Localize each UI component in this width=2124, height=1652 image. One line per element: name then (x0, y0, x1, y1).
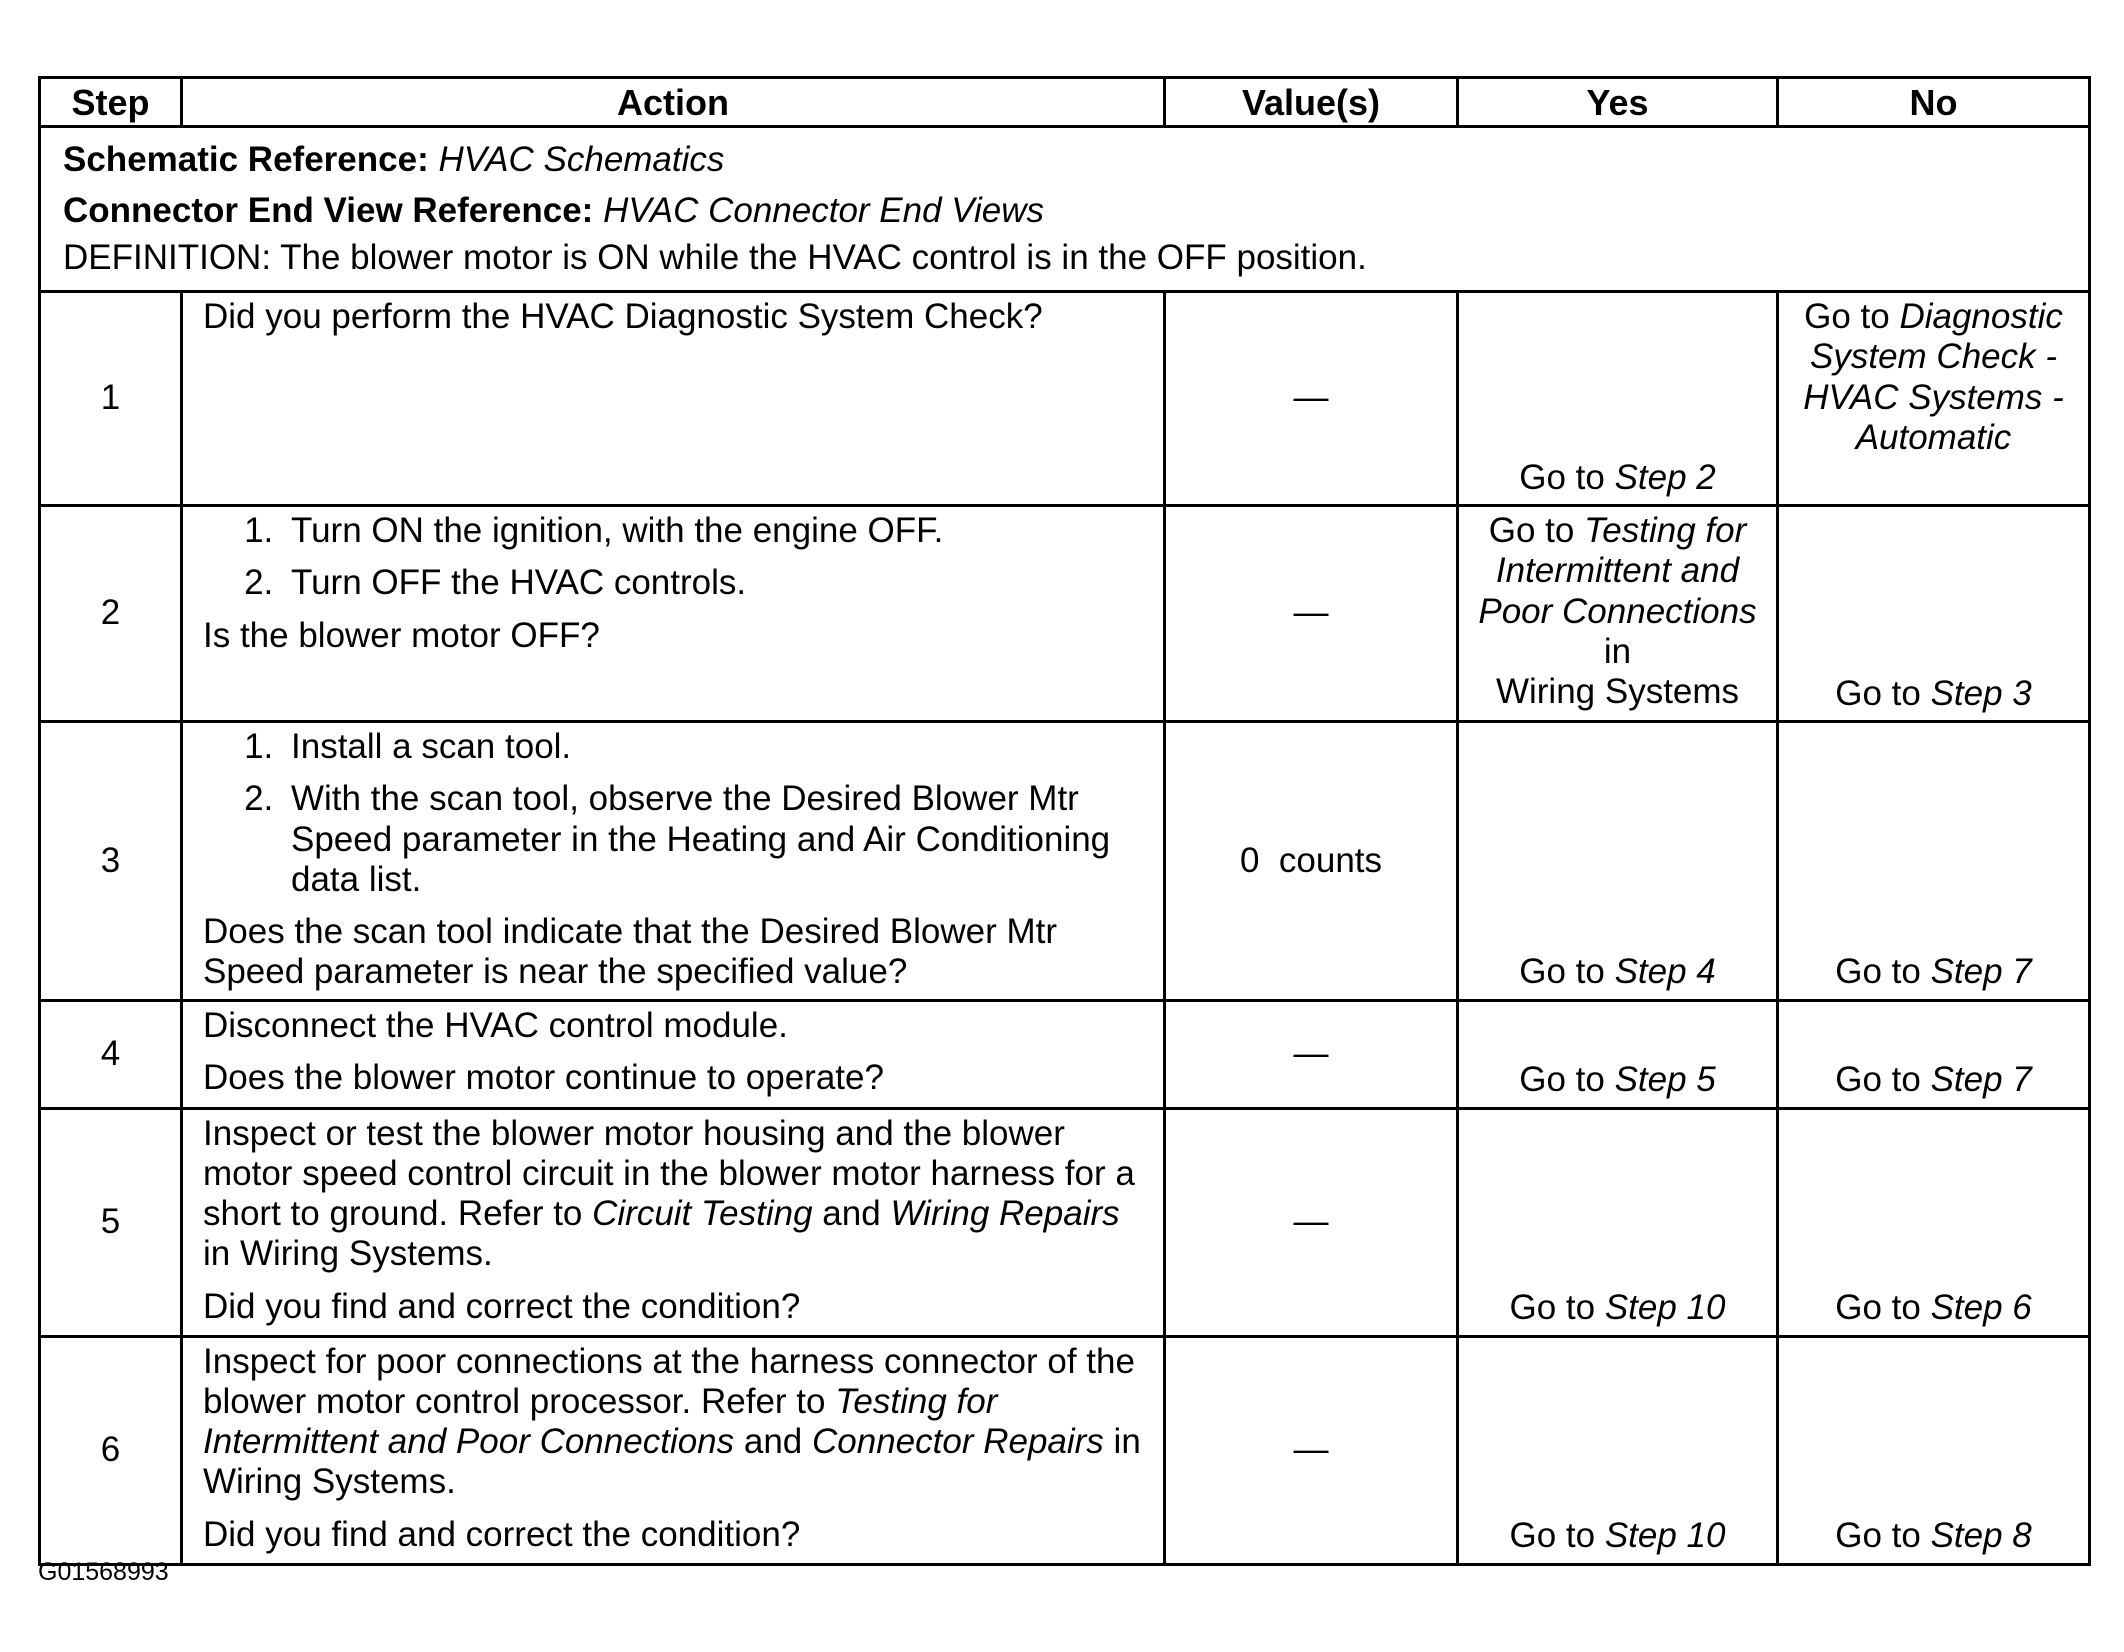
header-yes: Yes (1458, 78, 1778, 127)
reference-row (40, 127, 2090, 292)
no-cell (1778, 1000, 2090, 1108)
diagnostic-table (38, 76, 2091, 1566)
go-to-prefix: Go to (1519, 457, 1615, 497)
step-number: 5 (40, 1108, 182, 1336)
yes-link[interactable]: Step 4 (1614, 952, 1716, 992)
no-go-to[interactable] (1785, 297, 2082, 458)
yes-link[interactable]: Testing for Intermittent and Poor Connections (1478, 511, 1757, 631)
figure-id: G01568993 (38, 1558, 169, 1586)
header-step: Step (40, 78, 182, 127)
action-step-item: 1. Turn ON the ignition, with the engine OFF. (283, 511, 1147, 551)
action-text: Disconnect the HVAC control module. (203, 1005, 788, 1045)
go-to-prefix: Go to (1509, 1288, 1605, 1328)
table-row-step-1 (40, 292, 2090, 506)
action-cell (182, 506, 1165, 722)
value-cell: — (1165, 506, 1458, 722)
action-text-part: in Wiring Systems. (203, 1234, 493, 1274)
action-text-part: in Wiring Systems. (203, 1422, 1141, 1502)
connector-reference-link[interactable]: HVAC Connector End Views (603, 191, 1045, 230)
go-to-prefix: Go to (1519, 952, 1615, 992)
testing-intermittent-link[interactable]: Testing for Intermittent and Poor Connections (203, 1381, 998, 1461)
yes-cell (1458, 722, 1778, 1001)
table-row-step-2 (40, 506, 2090, 722)
no-link[interactable]: Step 7 (1930, 1060, 2032, 1100)
value-cell: — (1165, 1000, 1458, 1108)
action-text-part: Inspect for poor connections at the harness connector of the blower motor control processor. Refer to (203, 1341, 1135, 1421)
go-to-prefix: Go to (1835, 1516, 1931, 1556)
yes-cell (1458, 506, 1778, 722)
yes-go-to[interactable] (1459, 952, 1776, 992)
action-cell (182, 722, 1165, 1001)
no-go-to[interactable] (1779, 1516, 2088, 1556)
step-number: 2 (40, 506, 182, 722)
action-step-item: 2. Turn OFF the HVAC controls. (283, 563, 1147, 603)
yes-link[interactable]: Step 10 (1604, 1516, 1726, 1556)
yes-link[interactable]: Step 5 (1614, 1060, 1716, 1100)
yes-go-to[interactable] (1459, 1060, 1776, 1100)
no-go-to[interactable] (1779, 1060, 2088, 1100)
action-steps-list (203, 727, 1147, 900)
yes-link[interactable]: Step 2 (1614, 457, 1716, 497)
value-cell: — (1165, 1336, 1458, 1564)
no-link[interactable]: Step 6 (1930, 1288, 2032, 1328)
action-text-part: and (812, 1194, 891, 1233)
action-question: Did you find and correct the condition? (203, 1286, 801, 1326)
action-text-part: Inspect or test the blower motor housing and the blower motor speed control circuit in the blower motor harness for a short to ground. Refer to (203, 1113, 1135, 1233)
no-cell (1778, 506, 2090, 722)
table-row-step-5 (40, 1108, 2090, 1336)
no-go-to[interactable] (1779, 1288, 2088, 1328)
reference-cell (40, 127, 2090, 292)
no-cell (1778, 1108, 2090, 1336)
no-link[interactable]: Step 3 (1930, 673, 2032, 713)
go-to-prefix: Go to (1519, 1060, 1615, 1100)
action-cell (182, 1000, 1165, 1108)
header-row (40, 78, 2090, 127)
schematic-reference-link[interactable]: HVAC Schematics (438, 140, 725, 179)
action-step-item: 2. With the scan tool, observe the Desired Blower Mtr Speed parameter in the Heating and Air Conditioning data list. (283, 779, 1147, 900)
go-to-prefix: Go to (1835, 1288, 1931, 1328)
action-step-item: 1. Install a scan tool. (283, 727, 1147, 767)
action-text-part: and (734, 1422, 812, 1461)
schematic-reference-label: Schematic Reference: (63, 140, 429, 179)
no-link[interactable]: Diagnostic System Check - HVAC Systems - Automatic (1803, 297, 2064, 457)
value-cell: 0 counts (1165, 722, 1458, 1001)
go-to-prefix: Go to (1509, 1516, 1605, 1556)
no-go-to[interactable] (1779, 674, 2088, 714)
header-action: Action (182, 78, 1165, 127)
action-text (203, 1114, 1147, 1275)
wiring-repairs-link[interactable]: Wiring Repairs (890, 1194, 1120, 1233)
yes-cell (1458, 1108, 1778, 1336)
header-no: No (1778, 78, 2090, 127)
action-text (203, 1342, 1147, 1503)
connector-reference (63, 185, 2066, 236)
connector-repairs-link[interactable]: Connector Repairs (812, 1422, 1104, 1461)
no-link[interactable]: Step 8 (1930, 1516, 2032, 1556)
circuit-testing-link[interactable]: Circuit Testing (592, 1194, 813, 1233)
yes-cell (1458, 1000, 1778, 1108)
yes-go-to[interactable] (1459, 1516, 1776, 1556)
go-to-prefix: Go to (1804, 297, 1900, 336)
table-row-step-4 (40, 1000, 2090, 1108)
action-question: Does the scan tool indicate that the Desired Blower Mtr Speed parameter is near the specified value? (203, 912, 1058, 992)
connector-reference-label: Connector End View Reference: (63, 191, 594, 230)
action-cell (182, 292, 1165, 506)
step-number: 4 (40, 1000, 182, 1108)
action-cell (182, 1108, 1165, 1336)
yes-go-to[interactable] (1465, 511, 1770, 712)
no-cell (1778, 1336, 2090, 1564)
yes-suffix: in (1603, 631, 1632, 671)
action-steps-list (203, 511, 1147, 604)
yes-cell (1458, 292, 1778, 506)
value-cell: — (1165, 1108, 1458, 1336)
go-to-prefix: Go to (1835, 673, 1931, 713)
go-to-prefix: Go to (1835, 952, 1931, 992)
step-number: 6 (40, 1336, 182, 1564)
yes-cell (1458, 1336, 1778, 1564)
value-cell: — (1165, 292, 1458, 506)
no-cell (1778, 292, 2090, 506)
definition-text: DEFINITION: The blower motor is ON while the HVAC control is in the OFF position. (63, 238, 1367, 277)
action-text: Did you perform the HVAC Diagnostic System Check? (203, 297, 1043, 336)
schematic-reference (63, 134, 2066, 185)
yes-go-to[interactable] (1459, 1288, 1776, 1328)
step-number: 3 (40, 722, 182, 1001)
no-link[interactable]: Step 7 (1930, 952, 2032, 992)
action-question: Is the blower motor OFF? (203, 615, 600, 655)
table-row-step-6 (40, 1336, 2090, 1564)
yes-suffix: Wiring Systems (1495, 672, 1740, 711)
step-number: 1 (40, 292, 182, 506)
go-to-prefix: Go to (1488, 511, 1585, 550)
header-values: Value(s) (1165, 78, 1458, 127)
yes-go-to[interactable] (1459, 458, 1776, 498)
action-cell (182, 1336, 1165, 1564)
go-to-prefix: Go to (1835, 1060, 1931, 1100)
table-row-step-3 (40, 722, 2090, 1001)
no-cell (1778, 722, 2090, 1001)
no-go-to[interactable] (1779, 952, 2088, 992)
action-question: Did you find and correct the condition? (203, 1514, 801, 1554)
yes-link[interactable]: Step 10 (1604, 1288, 1726, 1328)
action-question: Does the blower motor continue to operate? (203, 1057, 884, 1097)
